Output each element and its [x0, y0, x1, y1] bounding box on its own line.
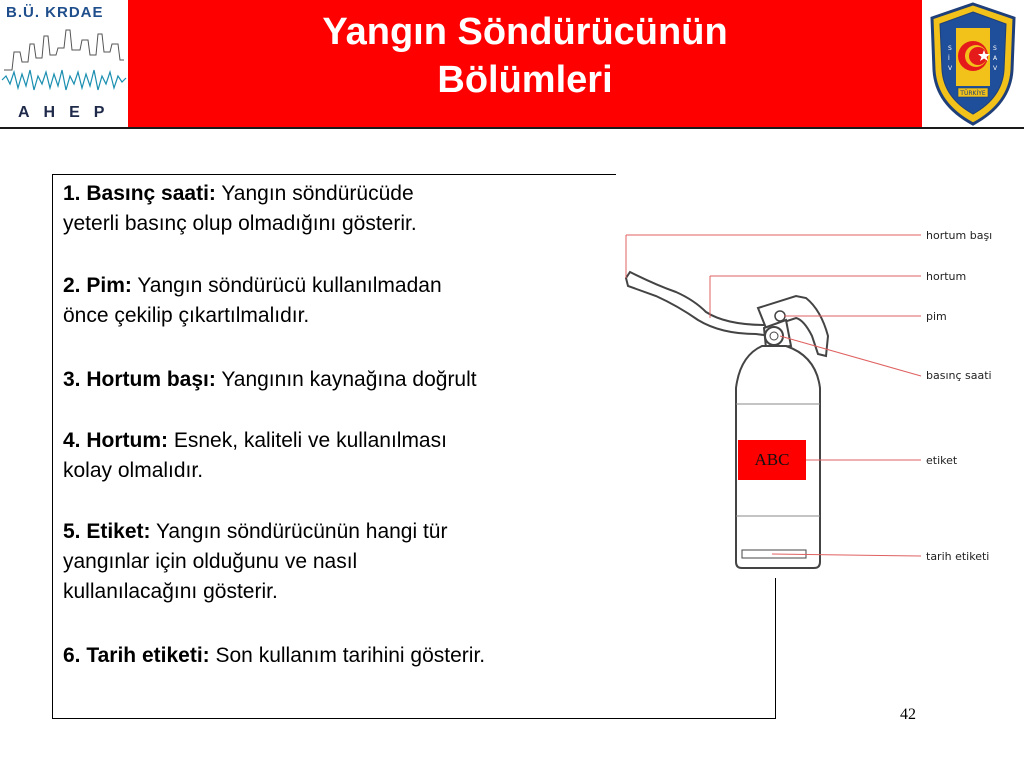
svg-text:İ: İ — [948, 55, 950, 62]
shield-icon — [922, 0, 1024, 128]
item-text: Yangın söndürücüde — [215, 182, 414, 205]
svg-text:V: V — [948, 65, 953, 72]
item-text: Esnek, kaliteli ve kullanılması — [168, 429, 447, 452]
header-divider — [0, 127, 1024, 129]
item-label: 5. Etiket: — [63, 520, 151, 543]
item-label: 3. Hortum başı: — [63, 368, 216, 391]
org-abbr: AHEP — [18, 104, 119, 121]
title-banner — [128, 0, 922, 128]
abc-class-label: ABC — [738, 440, 806, 480]
civil-defense-badge — [922, 0, 1024, 128]
item-text: Yangının kaynağına doğrult — [215, 368, 477, 391]
item-label: 1. Basınç saati: — [63, 182, 216, 205]
list-item-pin — [63, 271, 442, 331]
callout-hose: hortum — [926, 270, 967, 283]
page-number: 42 — [900, 706, 916, 723]
badge-country-text: TÜRKİYE — [960, 90, 986, 97]
svg-text:V: V — [993, 65, 998, 72]
item-text: Yangın söndürücünün hangi tür — [150, 520, 448, 543]
item-text: Son kullanım tarihini gösterir. — [209, 644, 486, 667]
svg-text:A: A — [993, 55, 998, 62]
callout-date-label: tarih etiketi — [926, 550, 990, 563]
callout-pin: pim — [926, 310, 947, 323]
svg-text:S: S — [993, 45, 997, 52]
callout-label: etiket — [926, 454, 958, 467]
list-item-label — [63, 517, 447, 607]
callout-nozzle: hortum başı — [926, 229, 993, 242]
item-text: Yangın söndürücü kullanılmadan — [131, 274, 442, 297]
page-title: Yangın Söndürücünün Bölümleri — [322, 11, 728, 101]
svg-text:S: S — [948, 45, 952, 52]
list-item-date-label — [63, 641, 485, 671]
item-text: yangınlar için olduğunu ve nasıl — [63, 550, 358, 573]
org-name: B.Ü. KRDAE — [6, 4, 104, 21]
org-logo — [0, 0, 128, 128]
list-item-hose — [63, 426, 447, 486]
list-item-nozzle — [63, 365, 477, 395]
callout-pressure-gauge: basınç saati — [926, 369, 992, 382]
extinguisher-diagram — [616, 160, 1024, 578]
list-item-pressure-gauge — [63, 179, 417, 239]
item-text: kolay olmalıdır. — [63, 459, 204, 482]
item-text: yeterli basınç olup olmadığını gösterir. — [63, 212, 417, 235]
item-label: 6. Tarih etiketi: — [63, 644, 210, 667]
item-label: 2. Pim: — [63, 274, 132, 297]
item-text: kullanılacağını gösterir. — [63, 580, 278, 603]
item-label: 4. Hortum: — [63, 429, 168, 452]
item-text: önce çekilip çıkartılmalıdır. — [63, 304, 310, 327]
